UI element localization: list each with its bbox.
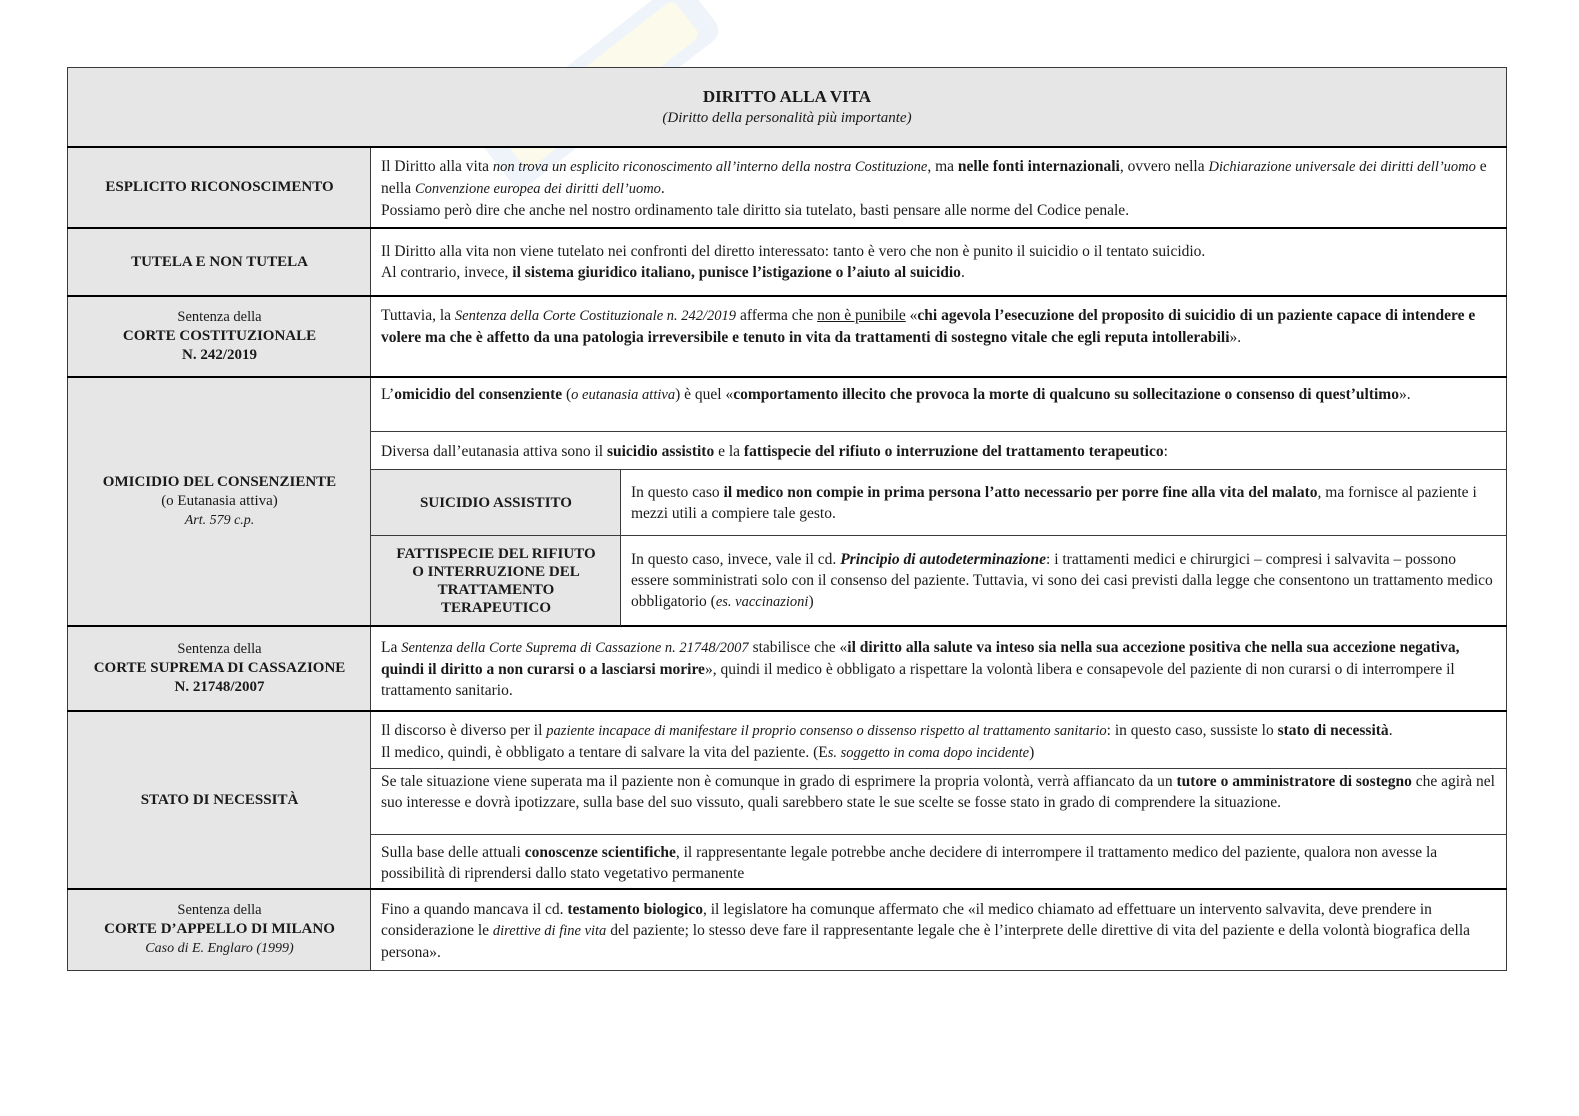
- label-text: Caso di E. Englaro (1999): [145, 941, 294, 956]
- text-span: ».: [1398, 386, 1411, 403]
- text-span: il sistema giuridico italiano, punisce l’istigazione o l’aiuto al suicidio: [512, 264, 961, 281]
- text-span: ): [808, 593, 814, 610]
- content-fattispecie: [621, 536, 1506, 626]
- text-span: :: [1163, 442, 1168, 460]
- text-span: , ovvero nella: [1119, 158, 1209, 175]
- text-span: In questo caso, invece, vale il cd.: [631, 551, 841, 568]
- row-content-milano: [371, 889, 1506, 970]
- border-bottom: [67, 970, 1507, 971]
- text-span: tutore o amministratore di sostegno: [1176, 773, 1412, 790]
- label-text: Sentenza della: [177, 309, 262, 325]
- row-label-omicidio: [68, 377, 371, 626]
- row-content-tutela: [371, 228, 1506, 296]
- row-label-esplicito: [68, 147, 371, 228]
- label-text: CORTE D’APPELLO DI MILANO: [104, 921, 335, 937]
- inner-separator: [371, 535, 1506, 536]
- text-span: ».: [1229, 329, 1242, 346]
- text-span: Sentenza della Corte Suprema di Cassazione n. 21748/2007: [401, 640, 749, 656]
- label-text: CORTE COSTITUZIONALE: [122, 328, 317, 344]
- text-span: es. vaccinazioni: [715, 594, 809, 610]
- text-span: .: [1388, 722, 1393, 739]
- necessita-part-2: [371, 769, 1506, 835]
- text-span: .: [960, 264, 965, 281]
- text-span: s. soggetto in coma dopo incidente: [827, 745, 1030, 761]
- text-span: Il discorso è diverso per il: [381, 722, 547, 739]
- inner-separator: [371, 768, 1506, 769]
- necessita-part-1: [371, 711, 1506, 769]
- text-span: afferma che: [736, 307, 818, 324]
- label-text: N. 242/2019: [182, 347, 257, 363]
- text-span: La: [381, 639, 402, 656]
- label-text: SUICIDIO ASSISTITO: [420, 494, 572, 511]
- text-span: stabilisce che «: [748, 639, 848, 656]
- label-text: (o Eutanasia attiva): [161, 493, 278, 509]
- content-suicidio-assistito: [621, 470, 1506, 536]
- text-span: Sulla base delle attuali: [381, 844, 525, 861]
- necessita-part-3: [371, 835, 1506, 889]
- text-span: ) è quel «: [675, 386, 734, 403]
- text-span: il diritto alla salute va inteso sia nella sua accezione positiva che nella sua accezione negativa, quindi il diritto a non curarsi o a lasciarsi morire: [381, 639, 1460, 678]
- row-separator: [67, 295, 1507, 297]
- row-separator: [67, 227, 1507, 229]
- text-span: Convenzione europea dei diritti dell’uomo: [415, 181, 661, 197]
- sublabel-fattispecie: [371, 536, 621, 626]
- label-text: TRATTAMENTO: [437, 582, 555, 598]
- text-span: chi agevola l’esecuzione del proposito di suicidio di un paziente capace di intendere e volere ma che è affetto da una patologia irreversibile e tenuto in vita da trattamenti di sostegno vitale che egli reputa intollerabili: [381, 307, 1476, 346]
- text-span: Dichiarazione universale dei diritti dell’uomo: [1208, 159, 1476, 175]
- row-separator: [67, 146, 1507, 148]
- text-span: , il rappresentante legale potrebbe anche decidere di interrompere il trattamento medico del paziente, qualora non avesse la possibilità di riprendersi dallo stato vegetativo permanente: [381, 844, 1438, 882]
- table-title: DIRITTO ALLA VITA: [702, 87, 872, 106]
- text-span: .: [660, 180, 665, 197]
- label-text: CORTE SUPREMA DI CASSAZIONE: [93, 660, 346, 676]
- inner-separator: [371, 431, 1506, 432]
- text-span: Sentenza della Corte Costituzionale n. 242/2019: [454, 308, 737, 324]
- label-text: N. 21748/2007: [174, 679, 265, 695]
- row-content-costituzionale: [371, 296, 1506, 377]
- row-separator: [67, 625, 1507, 627]
- text-span: non è punibile: [817, 307, 906, 324]
- text-span: Diversa dall’eutanasia attiva sono il: [381, 442, 607, 460]
- text-span: omicidio del consenziente: [394, 386, 563, 403]
- text-span: del paziente; lo stesso deve fare il rappresentante legale che è l’interprete delle direttive di vita del paziente e della volontà biografica della persona».: [381, 922, 1471, 961]
- text-span: paziente incapace di manifestare il proprio consenso o dissenso rispetto al trattamento sanitario: [546, 723, 1107, 739]
- label-text: ESPLICITO RICONOSCIMENTO: [105, 179, 334, 195]
- text-span: che agirà nel suo interesse e dovrà ipotizzare, sulla base del suo vissuto, quali sarebbero state le sue scelte se fosse stato in grado di comprendere la situazione.: [381, 773, 1495, 811]
- text-span: suicidio assistito: [606, 442, 715, 460]
- omicidio-distinction: [371, 432, 1506, 470]
- text-span: Possiamo però dire che anche nel nostro ordinamento tale diritto sia tutelato, basti pensare alle norme del Codice penale.: [381, 202, 1130, 219]
- row-content-esplicito: [371, 147, 1506, 228]
- text-span: (: [562, 386, 572, 403]
- row-content-cassazione: [371, 626, 1506, 711]
- row-label-tutela: [68, 228, 371, 296]
- label-text: Sentenza della: [177, 902, 262, 918]
- text-span: fattispecie del rifiuto o interruzione del trattamento terapeutico: [743, 442, 1164, 460]
- text-span: Al contrario, invece,: [381, 264, 513, 281]
- inner-separator: [371, 469, 1506, 470]
- border-right: [1506, 67, 1507, 971]
- text-span: , ma: [927, 158, 958, 175]
- text-span: conoscenze scientifiche: [524, 844, 676, 861]
- text-span: Il Diritto alla vita: [381, 158, 493, 175]
- text-span: e la: [714, 442, 744, 460]
- row-label-costituzionale: [68, 296, 371, 377]
- row-separator: [67, 376, 1507, 378]
- label-text: Art. 579 c.p.: [184, 513, 255, 528]
- inner-column-separator: [620, 470, 621, 626]
- text-span: direttive di fine vita: [492, 923, 607, 939]
- row-separator: [67, 710, 1507, 712]
- text-span: Il medico, quindi, è obbligato a tentare di salvare la vita del paziente. (E: [381, 744, 828, 761]
- column-separator: [370, 147, 371, 970]
- sublabel-suicidio-assistito: [371, 470, 621, 536]
- text-span: testamento biologico: [567, 901, 703, 918]
- text-span: Tuttavia, la: [381, 307, 455, 324]
- text-span: , il legislatore ha comunque affermato che «il medico chiamato ad effettuare un intervento salvavita, deve prendere in considerazione le: [381, 901, 1432, 939]
- label-text: Sentenza della: [177, 641, 262, 657]
- border-top: [67, 67, 1507, 68]
- text-span: «: [905, 307, 918, 324]
- label-text: STATO DI NECESSITÀ: [140, 791, 299, 808]
- text-span: : in questo caso, sussiste lo: [1106, 722, 1278, 739]
- table-header: [68, 67, 1506, 147]
- table-subtitle: (Diritto della personalità più importante): [662, 110, 912, 126]
- text-span: Principio di autodeterminazione: [840, 551, 1047, 568]
- label-text: O INTERRUZIONE DEL: [412, 564, 580, 580]
- text-span: Se tale situazione viene superata ma il paziente non è comunque in grado di esprimere la propria volontà, verrà affiancato da un: [381, 773, 1177, 790]
- text-span: stato di necessità: [1277, 722, 1389, 739]
- text-span: Fino a quando mancava il cd.: [381, 901, 568, 918]
- row-label-necessita: [68, 711, 371, 889]
- row-separator: [67, 888, 1507, 890]
- text-span: non trova un esplicito riconoscimento all’interno della nostra Costituzione: [492, 159, 928, 175]
- row-label-milano: [68, 889, 371, 970]
- text-span: e nella: [381, 158, 1487, 197]
- omicidio-definition: [371, 377, 1506, 432]
- text-span: : i trattamenti medici e chirurgici – compresi i salvavita – possono essere somministrati solo con il consenso del paziente. Tuttavia, vi sono dei casi previsti dalla legge che consentono un trattamento medico obbligatorio (: [631, 551, 1493, 610]
- label-text: TUTELA E NON TUTELA: [131, 253, 308, 270]
- text-span: », quindi il medico è obbligato a rispettare la volontà libera e consapevole del paziente di non curarsi o di interrompere il trattamento sanitario.: [381, 661, 1455, 699]
- text-span: il medico non compie in prima persona l’atto necessario per porre fine alla vita del malato: [723, 484, 1318, 501]
- border-left: [67, 67, 68, 971]
- text-span: L’: [381, 386, 395, 403]
- text-span: In questo caso: [631, 484, 724, 501]
- text-span: nelle fonti internazionali: [957, 158, 1120, 175]
- text-span: Il Diritto alla vita non viene tutelato nei confronti del diretto interessato: tanto è vero che non è punito il suicidio o il tentato suicidio.: [381, 243, 1206, 260]
- inner-separator: [371, 834, 1506, 835]
- text-span: , ma fornisce al paziente i mezzi utili a compiere tale gesto.: [631, 484, 1477, 522]
- row-label-cassazione: [68, 626, 371, 711]
- text-span: o eutanasia attiva: [571, 387, 676, 403]
- label-text: OMICIDIO DEL CONSENZIENTE: [102, 474, 337, 490]
- text-span: ): [1029, 744, 1035, 761]
- label-text: TERAPEUTICO: [440, 600, 552, 616]
- label-text: FATTISPECIE DEL RIFIUTO: [396, 546, 596, 562]
- text-span: comportamento illecito che provoca la morte di qualcuno su sollecitazione o consenso di quest’ultimo: [733, 386, 1399, 403]
